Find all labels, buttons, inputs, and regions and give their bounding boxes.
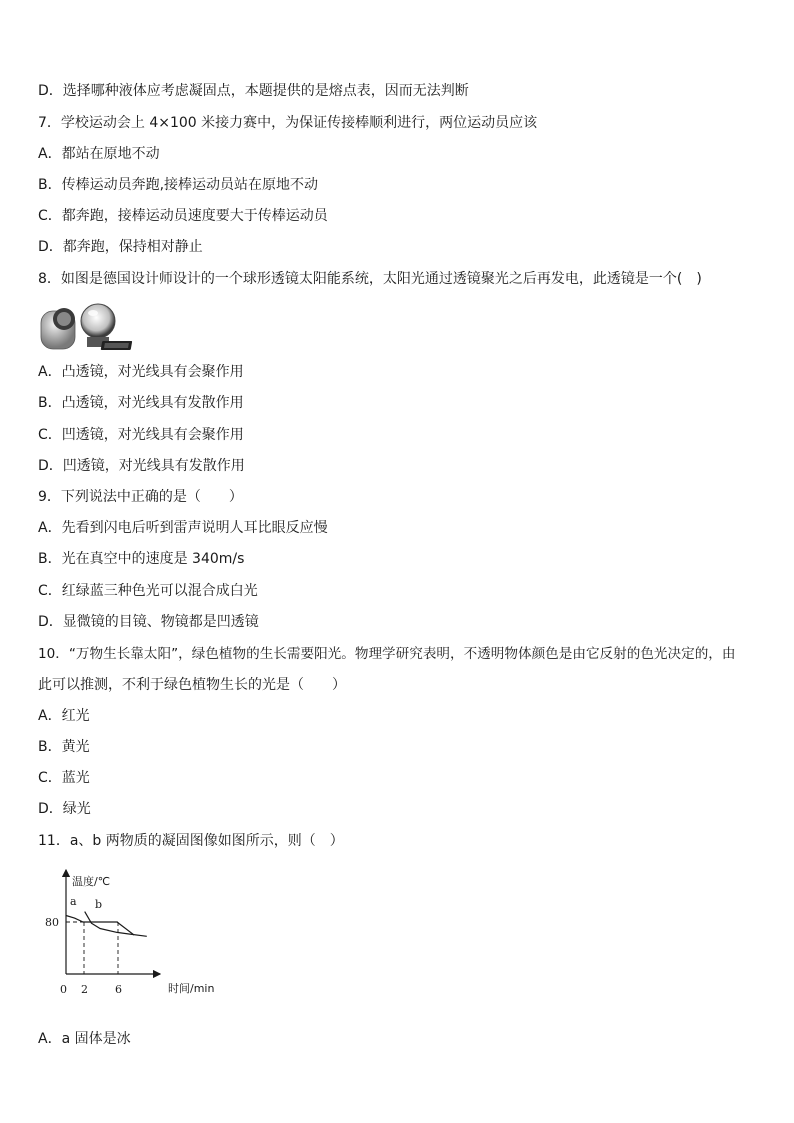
question-9: 9．下列说法中正确的是（ ）	[38, 489, 243, 505]
question-10-line-2: 此可以推测，不利于绿色植物生长的光是（ ）	[38, 677, 346, 693]
option-8-c: C．凹透镜，对光线具有会聚作用	[38, 427, 244, 443]
x-tick-label: 2	[81, 983, 88, 996]
series-b-label: b	[95, 898, 103, 911]
option-8-a: A．凸透镜，对光线具有会聚作用	[38, 364, 244, 380]
question-10-line-1: 10．“万物生长靠太阳”，绿色植物的生长需要阳光。物理学研究表明，不透明物体颜色是由它反射的色光决定的，由	[38, 646, 736, 662]
option-7-b: B．传棒运动员奔跑,接棒运动员站在原地不动	[38, 177, 319, 193]
y-axis-label: 温度/℃	[72, 875, 111, 888]
option-7-d: D．都奔跑，保持相对静止	[38, 239, 203, 255]
option-10-d: D．绿光	[38, 801, 91, 817]
option-7-a: A．都站在原地不动	[38, 146, 160, 162]
option-11-a: A．a 固体是冰	[38, 1031, 131, 1047]
question-11: 11．a、b 两物质的凝固图像如图所示，则（ ）	[38, 833, 344, 849]
y-tick-label: 80	[45, 916, 59, 929]
lens-device-image	[38, 297, 142, 355]
option-8-d: D．凹透镜，对光线具有发散作用	[38, 458, 245, 474]
option-6-d: D．选择哪种液体应考虑凝固点，本题提供的是熔点表，因而无法判断	[38, 83, 469, 99]
series-a-line	[66, 916, 134, 936]
option-10-b: B．黄光	[38, 739, 90, 755]
option-10-a: A．红光	[38, 708, 90, 724]
option-7-c: C．都奔跑，接棒运动员速度要大于传棒运动员	[38, 208, 328, 224]
x-tick-label: 6	[115, 983, 122, 996]
question-8: 8．如图是德国设计师设计的一个球形透镜太阳能系统，太阳光通过透镜聚光之后再发电，此透镜是一个( )	[38, 271, 702, 287]
question-7: 7．学校运动会上 4×100 米接力赛中，为保证传接棒顺利进行，两位运动员应该	[38, 115, 538, 131]
option-10-c: C．蓝光	[38, 770, 90, 786]
series-a-label: a	[70, 895, 77, 908]
option-8-b: B．凸透镜，对光线具有发散作用	[38, 395, 244, 411]
x-tick-label: 0	[60, 983, 67, 996]
solidification-chart	[38, 866, 238, 1000]
series-b-line	[85, 912, 147, 937]
option-9-b: B．光在真空中的速度是 340m/s	[38, 551, 245, 567]
x-axis-label: 时间/min	[168, 982, 215, 995]
option-9-d: D．显微镜的目镜、物镜都是凹透镜	[38, 614, 259, 630]
option-9-c: C．红绿蓝三种色光可以混合成白光	[38, 583, 258, 599]
option-9-a: A．先看到闪电后听到雷声说明人耳比眼反应慢	[38, 520, 328, 536]
